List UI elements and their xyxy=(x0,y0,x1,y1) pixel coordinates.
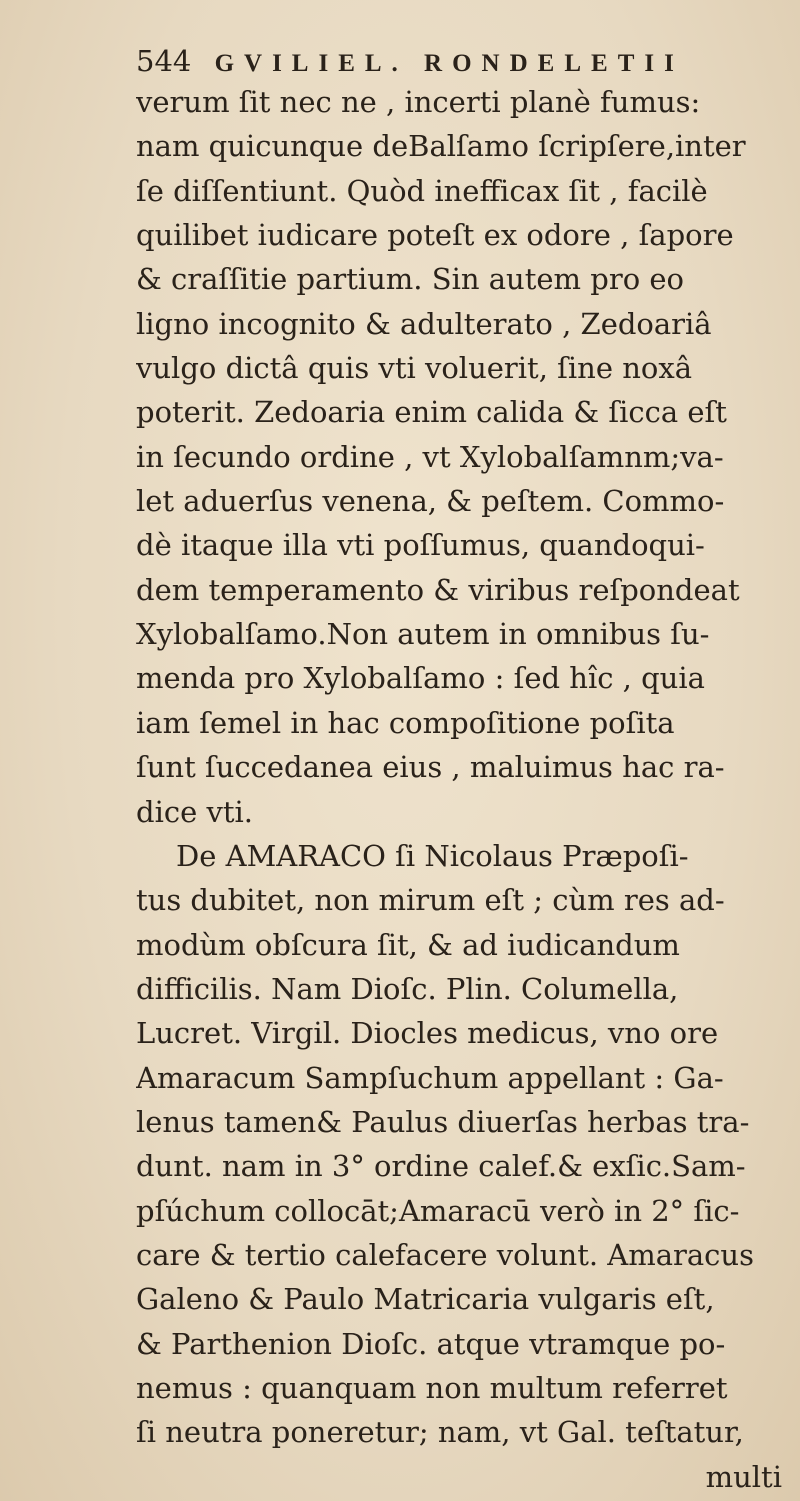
text-line: verum ſit nec ne , incerti planè fumus: xyxy=(136,85,701,119)
text-line: modùm obſcura ſit, & ad iudicandum xyxy=(136,927,680,962)
text-line: Amaracum Sampſuchum appellant : Ga- xyxy=(136,1060,724,1095)
text-line: Galeno & Paulo Matricaria vulgaris eſt, xyxy=(136,1282,715,1317)
text-line: lenus tamen& Paulus diuerſas herbas tra- xyxy=(136,1104,750,1139)
text-line: ſi neutra poneretur; nam, vt Gal. teſtatur, xyxy=(136,1415,744,1450)
running-head: GVILIEL. RONDELETII xyxy=(214,50,684,77)
text-line: in ſecundo ordine , vt Xylobalſamnm;va- xyxy=(136,439,724,474)
text-line: nemus : quanquam non multum referret xyxy=(136,1370,728,1405)
text-line: Xylobalſamo.Non autem in omnibus ſu- xyxy=(136,617,710,652)
paragraph-start-line: De AMARACO ſi Nicolaus Præpoſi- xyxy=(176,838,689,873)
text-line: dunt. nam in 3° ordine calef.& exſic.Sam- xyxy=(136,1149,746,1184)
text-line: ſe diſſentiunt. Quòd inefficax ſit , facilè xyxy=(136,173,708,208)
text-line: menda pro Xylobalſamo : ſed hîc , quia xyxy=(136,661,705,696)
text-line: nam quicunque deBalſamo ſcripſere,inter xyxy=(136,129,746,164)
body-text xyxy=(136,80,796,1499)
text-line: dè itaque illa vti poſſumus, quandoqui- xyxy=(136,528,705,563)
text-line: Lucret. Virgil. Diocles medicus, vno ore xyxy=(136,1016,719,1051)
text-line: & Parthenion Dioſc. atque vtramque po- xyxy=(136,1326,726,1361)
page-header xyxy=(136,40,776,82)
text-line: vulgo dictâ quis vti voluerit, ſine noxâ xyxy=(136,351,692,386)
text-line: poterit. Zedoaria enim calida & ſicca eſt xyxy=(136,395,727,430)
text-line: quilibet iudicare poteſt ex odore , ſapore xyxy=(136,218,734,253)
catchword: multi xyxy=(705,1459,782,1494)
text-line: ligno incognito & adulterato , Zedoariâ xyxy=(136,306,712,341)
text-line: iam ſemel in hac compoſitione poſita xyxy=(136,705,675,740)
text-line: dem temperamento & viribus reſpondeat xyxy=(136,572,740,607)
text-line: ſunt ſuccedanea eius , maluimus hac ra- xyxy=(136,750,725,785)
text-line: pſúchum collocāt;Amaracū verò in 2° ſic- xyxy=(136,1193,740,1228)
text-line: let aduerſus venena, & peſtem. Commo- xyxy=(136,484,725,519)
page-number: 544 xyxy=(136,44,192,78)
text-line: care & tertio calefacere volunt. Amaracus xyxy=(136,1237,754,1272)
text-line: difficilis. Nam Dioſc. Plin. Columella, xyxy=(136,971,679,1006)
text-line: dice vti. xyxy=(136,794,253,829)
text-line: tus dubitet, non mirum eſt ; cùm res ad- xyxy=(136,883,725,918)
text-line: & craſſitie partium. Sin autem pro eo xyxy=(136,262,684,297)
